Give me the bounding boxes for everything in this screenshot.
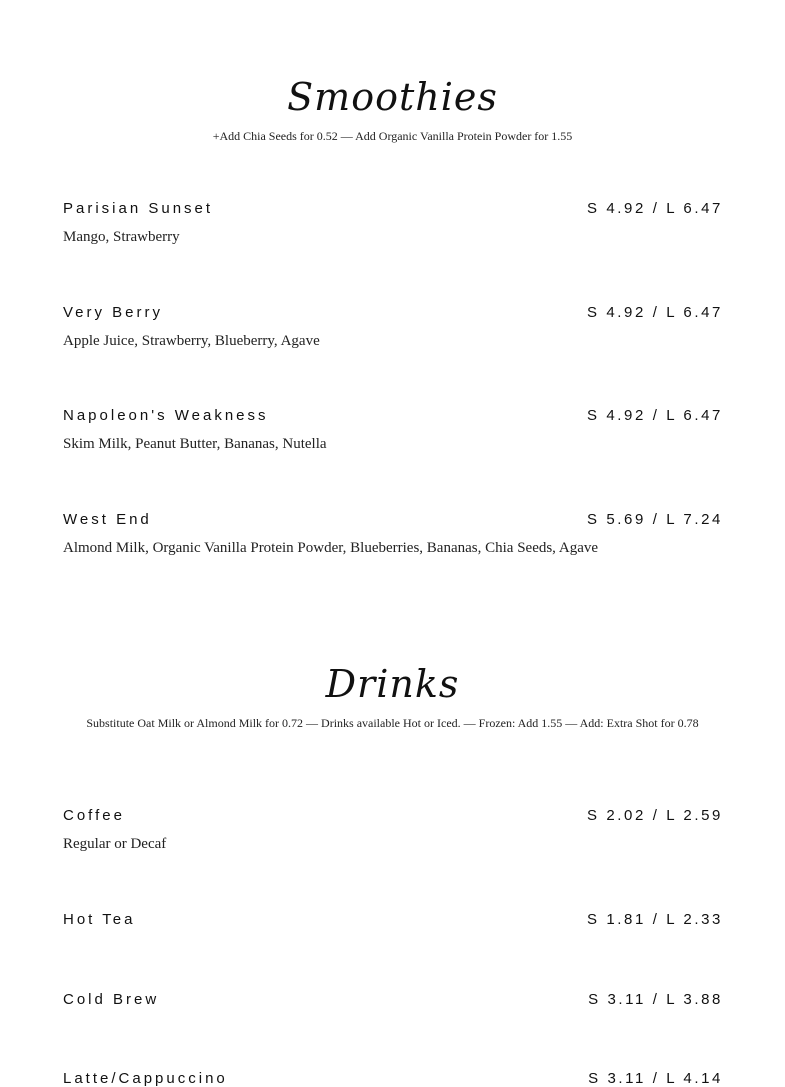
- menu-item: [63, 407, 721, 453]
- item-description: Regular or Decaf: [63, 836, 167, 852]
- item-name: Latte/Cappuccino: [63, 1070, 228, 1087]
- item-price: S 3.11 / L 4.14: [588, 1070, 723, 1087]
- drinks-note: Substitute Oat Milk or Almond Milk for 0.72 — Drinks available Hot or Iced. — Frozen: Add 1.55 — Add: Extra Shot for 0.78: [86, 716, 699, 730]
- item-name: Coffee: [63, 807, 125, 824]
- menu-item: [63, 807, 721, 853]
- item-name: Parisian Sunset: [63, 200, 214, 217]
- menu-item: [63, 304, 721, 350]
- smoothies-title: Smoothies: [287, 75, 498, 119]
- menu-item: [63, 511, 721, 557]
- item-price: S 5.69 / L 7.24: [586, 511, 723, 528]
- item-name: Hot Tea: [63, 911, 136, 928]
- item-price: S 1.81 / L 2.33: [586, 911, 723, 928]
- item-name: Very Berry: [63, 304, 164, 321]
- item-price: S 4.92 / L 6.47: [586, 407, 723, 424]
- drinks-title: Drinks: [325, 662, 460, 706]
- drinks-header: [0, 662, 785, 733]
- smoothies-header: [0, 75, 785, 146]
- menu-item: [63, 911, 721, 928]
- menu-item: [63, 1070, 721, 1087]
- smoothies-note: +Add Chia Seeds for 0.52 — Add Organic Vanilla Protein Powder for 1.55: [212, 129, 573, 143]
- item-price: S 4.92 / L 6.47: [586, 304, 723, 321]
- item-name: Cold Brew: [63, 991, 160, 1008]
- item-name: Napoleon's Weakness: [63, 407, 269, 424]
- item-price: S 3.11 / L 3.88: [588, 991, 723, 1008]
- item-description: Almond Milk, Organic Vanilla Protein Powder, Blueberries, Bananas, Chia Seeds, Agave: [63, 540, 599, 556]
- item-description: Mango, Strawberry: [63, 229, 180, 245]
- menu-item: [63, 991, 721, 1008]
- item-description: Apple Juice, Strawberry, Blueberry, Agave: [63, 333, 320, 349]
- item-price: S 4.92 / L 6.47: [586, 200, 723, 217]
- menu-item: [63, 200, 721, 246]
- item-description: Skim Milk, Peanut Butter, Bananas, Nutella: [63, 436, 327, 452]
- item-name: West End: [63, 511, 152, 528]
- item-price: S 2.02 / L 2.59: [586, 807, 723, 824]
